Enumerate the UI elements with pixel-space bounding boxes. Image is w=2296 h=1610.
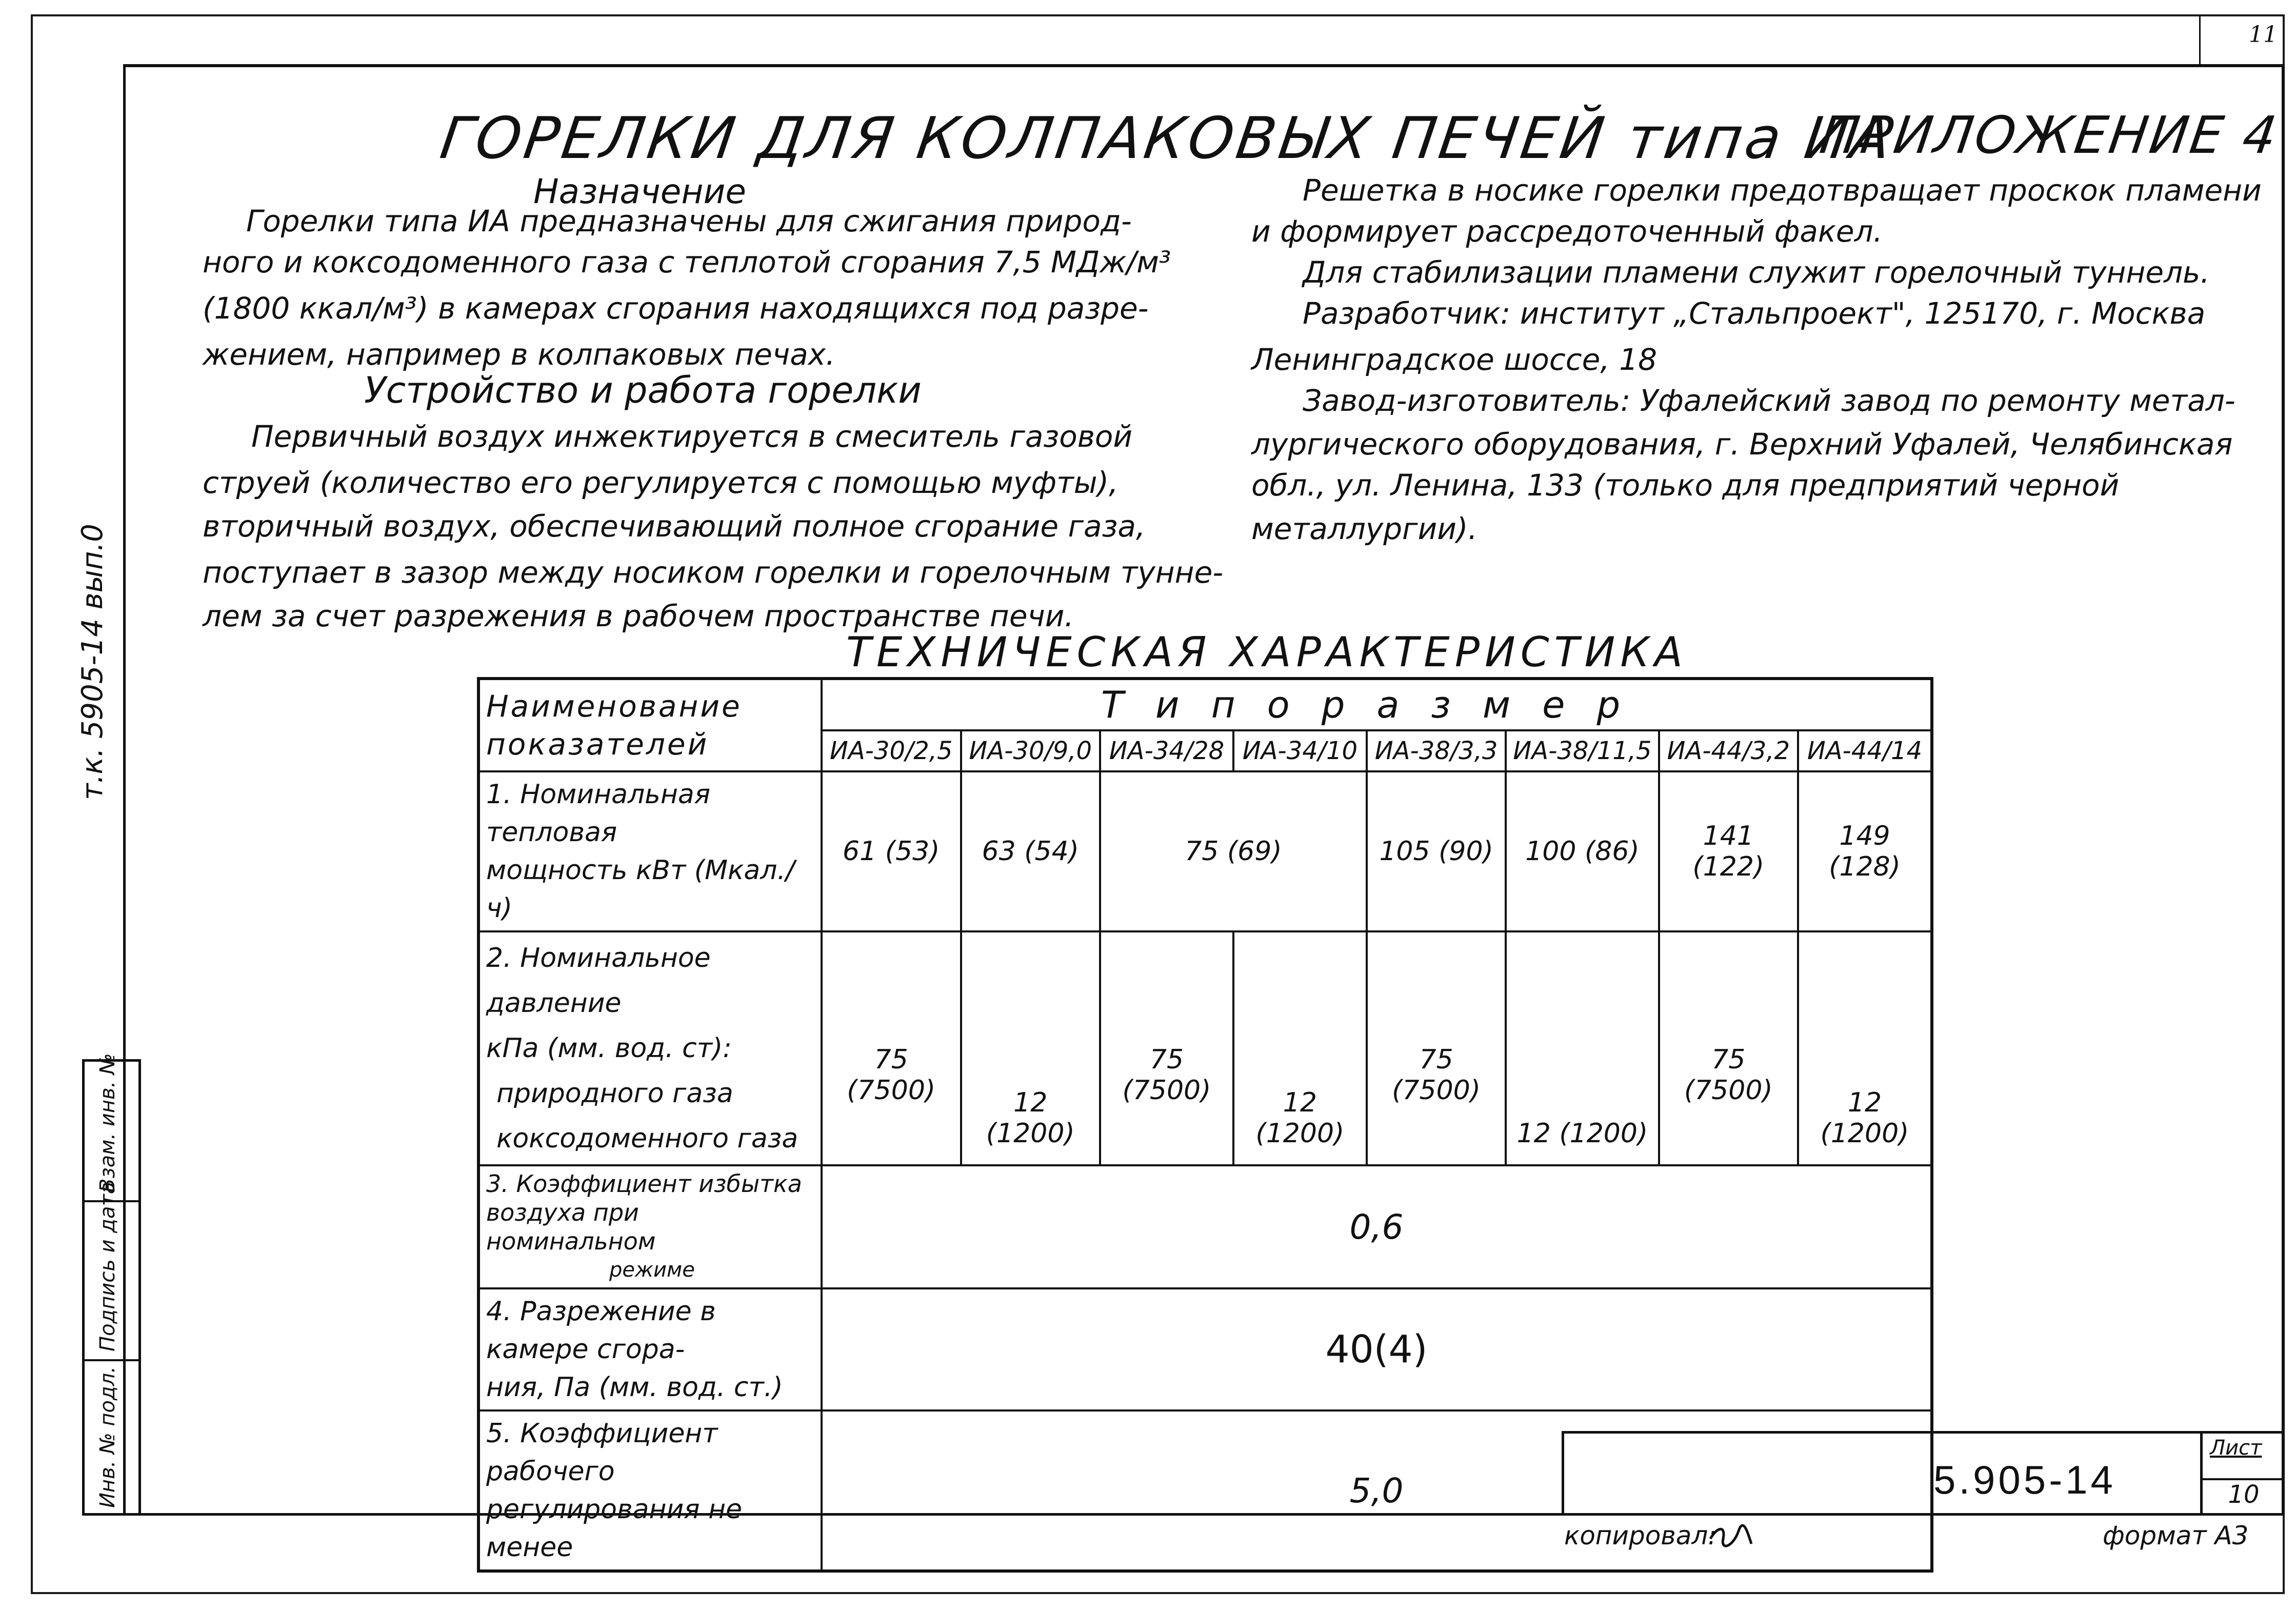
right-line-9: металлургии). bbox=[1251, 511, 1478, 546]
device-line-3: вторичный воздух, обеспечивающий полное сгорание газа, bbox=[203, 509, 1146, 544]
strip-divider-2 bbox=[85, 1359, 138, 1361]
row4-label-2: ния, Па (мм. вод. ст.) bbox=[486, 1372, 783, 1403]
row-air-excess bbox=[478, 1165, 1932, 1288]
row2-natural-1: 75 (7500) bbox=[822, 931, 961, 1165]
tech-title: ТЕХНИЧЕСКАЯ ХАРАКТЕРИСТИКА bbox=[846, 628, 1688, 676]
header-label-cell bbox=[478, 679, 822, 771]
row3-value: 0,6 bbox=[822, 1165, 1932, 1288]
device-line-4: поступает в зазор между носиком горелки и горелочным тунне- bbox=[203, 555, 1224, 590]
row1-value-3: 75 (69) bbox=[1100, 771, 1367, 931]
row3-label bbox=[478, 1165, 822, 1288]
row1-value-7: 149 (128) bbox=[1798, 771, 1932, 931]
header-label-2: показателей bbox=[486, 727, 709, 762]
row1-value-6: 141 (122) bbox=[1659, 771, 1799, 931]
right-line-2: и формирует рассредоточенный факел. bbox=[1251, 214, 1883, 249]
right-line-1: Решетка в носике горелки предотвращает проскок пламени bbox=[1303, 173, 2262, 208]
row5-label-1: 5. Коэффициент рабочего bbox=[486, 1418, 718, 1487]
sheet-box bbox=[2200, 1431, 2285, 1516]
row3-label-3: режиме bbox=[609, 1258, 695, 1282]
page-number: 11 bbox=[2199, 14, 2285, 64]
row1-label-1: 1. Номинальная тепловая bbox=[486, 779, 710, 848]
row2-natural-2: 75 (7500) bbox=[1100, 931, 1233, 1165]
size-col-1: ИА-30/2,5 bbox=[822, 730, 961, 771]
margin-strip bbox=[82, 1053, 141, 1516]
purpose-line-2: ного и коксодоменного газа с теплотой сгорания 7,5 МДж/м³ bbox=[203, 245, 1171, 280]
row1-value-5: 100 (86) bbox=[1506, 771, 1659, 931]
row-thermal-power bbox=[478, 771, 1932, 931]
device-heading: Устройство и работа горелки bbox=[364, 369, 922, 411]
size-col-6: ИА-38/11,5 bbox=[1506, 730, 1659, 771]
row-vacuum bbox=[478, 1288, 1932, 1410]
right-line-7: лургического оборудования, г. Верхний Уфалей, Челябинская bbox=[1251, 427, 2233, 462]
sheet-number: 10 bbox=[2203, 1478, 2285, 1515]
size-col-4: ИА-34/10 bbox=[1233, 730, 1367, 771]
header-label-1: Наименование bbox=[486, 689, 742, 724]
right-line-5: Ленинградское шоссе, 18 bbox=[1251, 342, 1657, 377]
copied-by-label: копировал: bbox=[1564, 1521, 1717, 1551]
row2-natural-4: 75 (7500) bbox=[1659, 931, 1799, 1165]
device-line-1: Первичный воздух инжектируется в смеситель газовой bbox=[251, 419, 1133, 454]
row2-coke-2: 12 (1200) bbox=[1233, 931, 1367, 1165]
document-title: ГОРЕЛКИ ДЛЯ КОЛПАКОВЫХ ПЕЧЕЙ типа ИА bbox=[436, 105, 1899, 172]
appendix-label: ПРИЛОЖЕНИЕ 4 bbox=[1816, 105, 2282, 165]
row2-label-1: 2. Номинальное давление bbox=[486, 943, 711, 1019]
row3-label-2: воздуха при номинальном bbox=[486, 1199, 656, 1255]
right-line-6: Завод-изготовитель: Уфалейский завод по ремонту метал- bbox=[1303, 383, 2235, 418]
row2-natural-3: 75 (7500) bbox=[1367, 931, 1506, 1165]
title-block bbox=[1562, 1431, 2285, 1516]
row5-label-2: регулирования не менее bbox=[486, 1494, 743, 1563]
purpose-heading: Назначение bbox=[533, 172, 747, 211]
row2-label bbox=[478, 931, 822, 1165]
row4-value: 40(4) bbox=[822, 1288, 1932, 1410]
row2-coke-4: 12 (1200) bbox=[1798, 931, 1932, 1165]
row4-label-1: 4. Разрежение в камере сгора- bbox=[486, 1296, 716, 1365]
row2-label-4: коксодоменного газа bbox=[496, 1123, 798, 1154]
row2-coke-3: 12 (1200) bbox=[1506, 931, 1659, 1165]
row5-value: 5,0 bbox=[822, 1410, 1932, 1571]
device-line-5: лем за счет разрежения в рабочем пространстве печи. bbox=[203, 599, 1074, 633]
right-line-3: Для стабилизации пламени служит горелочный туннель. bbox=[1303, 255, 2210, 290]
right-line-4: Разработчик: институт „Стальпроект", 125170, г. Москва bbox=[1303, 296, 2206, 331]
document-number: 5.905-14 bbox=[1933, 1457, 2116, 1502]
size-col-2: ИА-30/9,0 bbox=[961, 730, 1101, 771]
row3-label-1: 3. Коэффициент избытка bbox=[486, 1170, 802, 1198]
row5-label bbox=[478, 1410, 822, 1571]
right-line-8: обл., ул. Ленина, 133 (только для предприятий черной bbox=[1251, 468, 2120, 503]
vertical-note: т.к. 5905-14 вып.0 bbox=[76, 524, 109, 800]
strip-label-1: Взам. инв. № bbox=[96, 1053, 119, 1192]
size-col-5: ИА-38/3,3 bbox=[1367, 730, 1506, 771]
row1-value-1: 61 (53) bbox=[822, 771, 961, 931]
size-col-7: ИА-44/3,2 bbox=[1659, 730, 1799, 771]
strip-label-2: Подпись и дата bbox=[96, 1181, 119, 1351]
size-col-3: ИА-34/28 bbox=[1100, 730, 1233, 771]
sheet-label: Лист bbox=[2210, 1436, 2262, 1460]
row2-label-2: кПа (мм. вод. ст): bbox=[486, 1033, 732, 1064]
row2-coke-1: 12 (1200) bbox=[961, 931, 1101, 1165]
row2-label-3: природного газа bbox=[496, 1078, 733, 1109]
purpose-line-4: жением, например в колпаковых печах. bbox=[203, 337, 835, 372]
strip-label-3: Инв. № подл. bbox=[96, 1366, 119, 1508]
size-col-8: ИА-44/14 bbox=[1798, 730, 1932, 771]
purpose-line-3: (1800 ккал/м³) в камерах сгорания находящихся под разре- bbox=[203, 291, 1149, 326]
row1-label-2: мощность кВт (Мкал./ч) bbox=[486, 855, 795, 924]
row1-label bbox=[478, 771, 822, 931]
row1-value-4: 105 (90) bbox=[1367, 771, 1506, 931]
row4-label bbox=[478, 1288, 822, 1410]
table-header-row bbox=[478, 679, 1932, 730]
purpose-line-1: Горелки типа ИА предназначены для сжигания природ- bbox=[246, 204, 1132, 238]
format-label: формат А3 bbox=[2103, 1521, 2249, 1551]
header-group: Типоразмер bbox=[822, 679, 1932, 730]
row-nominal-pressure bbox=[478, 931, 1932, 1165]
copier-signature bbox=[1708, 1516, 1754, 1552]
row1-value-2: 63 (54) bbox=[961, 771, 1101, 931]
device-line-2: струей (количество его регулируется с помощью муфты), bbox=[203, 465, 1119, 500]
